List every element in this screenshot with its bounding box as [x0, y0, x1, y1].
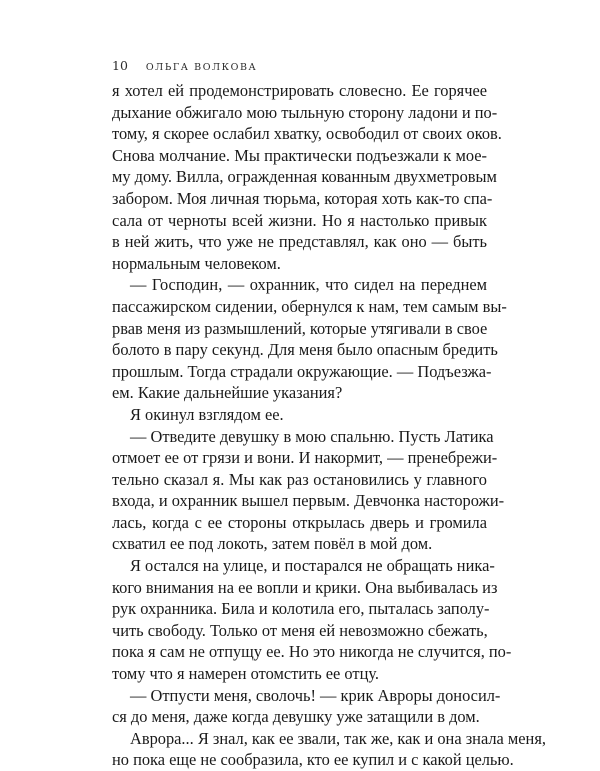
- text-line: пока я сам не отпущу ее. Но это никогда не случится, по-: [112, 642, 512, 662]
- text-line: в ней жить, что уже не представлял, как оно — быть: [112, 232, 487, 252]
- text-line: му дому. Вилла, огражденная кованным двухметровым: [112, 167, 497, 187]
- text-line: дыхание обжигало мою тыльную сторону ладони и по-: [112, 102, 498, 122]
- text-line: лась, когда с ее стороны открылась дверь и громила: [112, 512, 487, 532]
- text-line: Снова молчание. Мы практически подъезжали к мое-: [112, 145, 487, 165]
- text-line: я хотел ей продемонстрировать словесно. Ее горячее: [112, 81, 487, 100]
- text-line: чить свободу. Только от меня ей невозможно сбежать,: [112, 620, 488, 640]
- text-line: кого внимания на ее вопли и крики. Она выбивалась из: [112, 577, 498, 597]
- text-line: Я окинул взглядом ее.: [130, 404, 284, 424]
- body-text: [112, 80, 546, 771]
- text-line: сала от черноты всей жизни. Но я настолько привык: [112, 210, 487, 230]
- text-line: — Отпусти меня, сволочь! — крик Авроры доносил-: [130, 685, 501, 705]
- paragraph: [112, 404, 487, 426]
- running-head: [112, 58, 492, 78]
- text-line: рук охранника. Била и колотила его, пыталась заполу-: [112, 599, 490, 619]
- text-line: ся до меня, даже когда девушку уже затащили в дом.: [112, 707, 480, 727]
- text-line: нормальным человеком.: [112, 253, 281, 273]
- text-line: болото в пару секунд. Для меня было опасным бредить: [112, 340, 498, 360]
- text-line: забором. Моя личная тюрьма, которая хоть как-то спа-: [112, 188, 493, 208]
- author-name: ОЛЬГА ВОЛКОВА: [145, 62, 258, 73]
- text-line: тельно сказал я. Мы как раз остановились у главного: [112, 469, 487, 489]
- paragraph: [112, 728, 546, 771]
- text-line: тому, я скорее ослабил хватку, освободил от своих оков.: [112, 124, 502, 144]
- paragraph: [112, 274, 507, 404]
- text-line: — Отведите девушку в мою спальню. Пусть Латика: [130, 426, 494, 446]
- paragraph: [112, 685, 501, 728]
- text-line: рвав меня из размышлений, которые утягивали в свое: [112, 318, 488, 338]
- text-line: Аврора... Я знал, как ее звали, так же, как и она знала меня,: [130, 728, 546, 748]
- text-line: — Господин, — охранник, что сидел на переднем: [130, 275, 487, 295]
- text-line: отмоет ее от грязи и вони. И накормит, — пренебрежи-: [112, 448, 498, 468]
- paragraph: [112, 426, 505, 556]
- text-line: но пока еще не сообразила, кто ее купил и с какой целью.: [112, 750, 514, 770]
- text-line: Я остался на улице, и постарался не обращать ника-: [130, 556, 495, 576]
- text-line: тому что я намерен отомстить ее отцу.: [112, 664, 379, 684]
- text-line: ем. Какие дальнейшие указания?: [112, 383, 343, 403]
- text-line: прошлым. Тогда страдали окружающие. — Подъезжа-: [112, 361, 492, 381]
- text-line: пассажирском сидении, обернулся к нам, тем самым вы-: [112, 296, 507, 316]
- paragraph: [112, 80, 502, 145]
- paragraph: [112, 145, 497, 275]
- page-number: 10: [112, 58, 128, 73]
- text-line: входа, и охранник вышел первым. Девчонка насторожи-: [112, 491, 505, 511]
- paragraph: [112, 555, 512, 685]
- text-line: схватил ее под локоть, затем повёл в мой дом.: [112, 534, 433, 554]
